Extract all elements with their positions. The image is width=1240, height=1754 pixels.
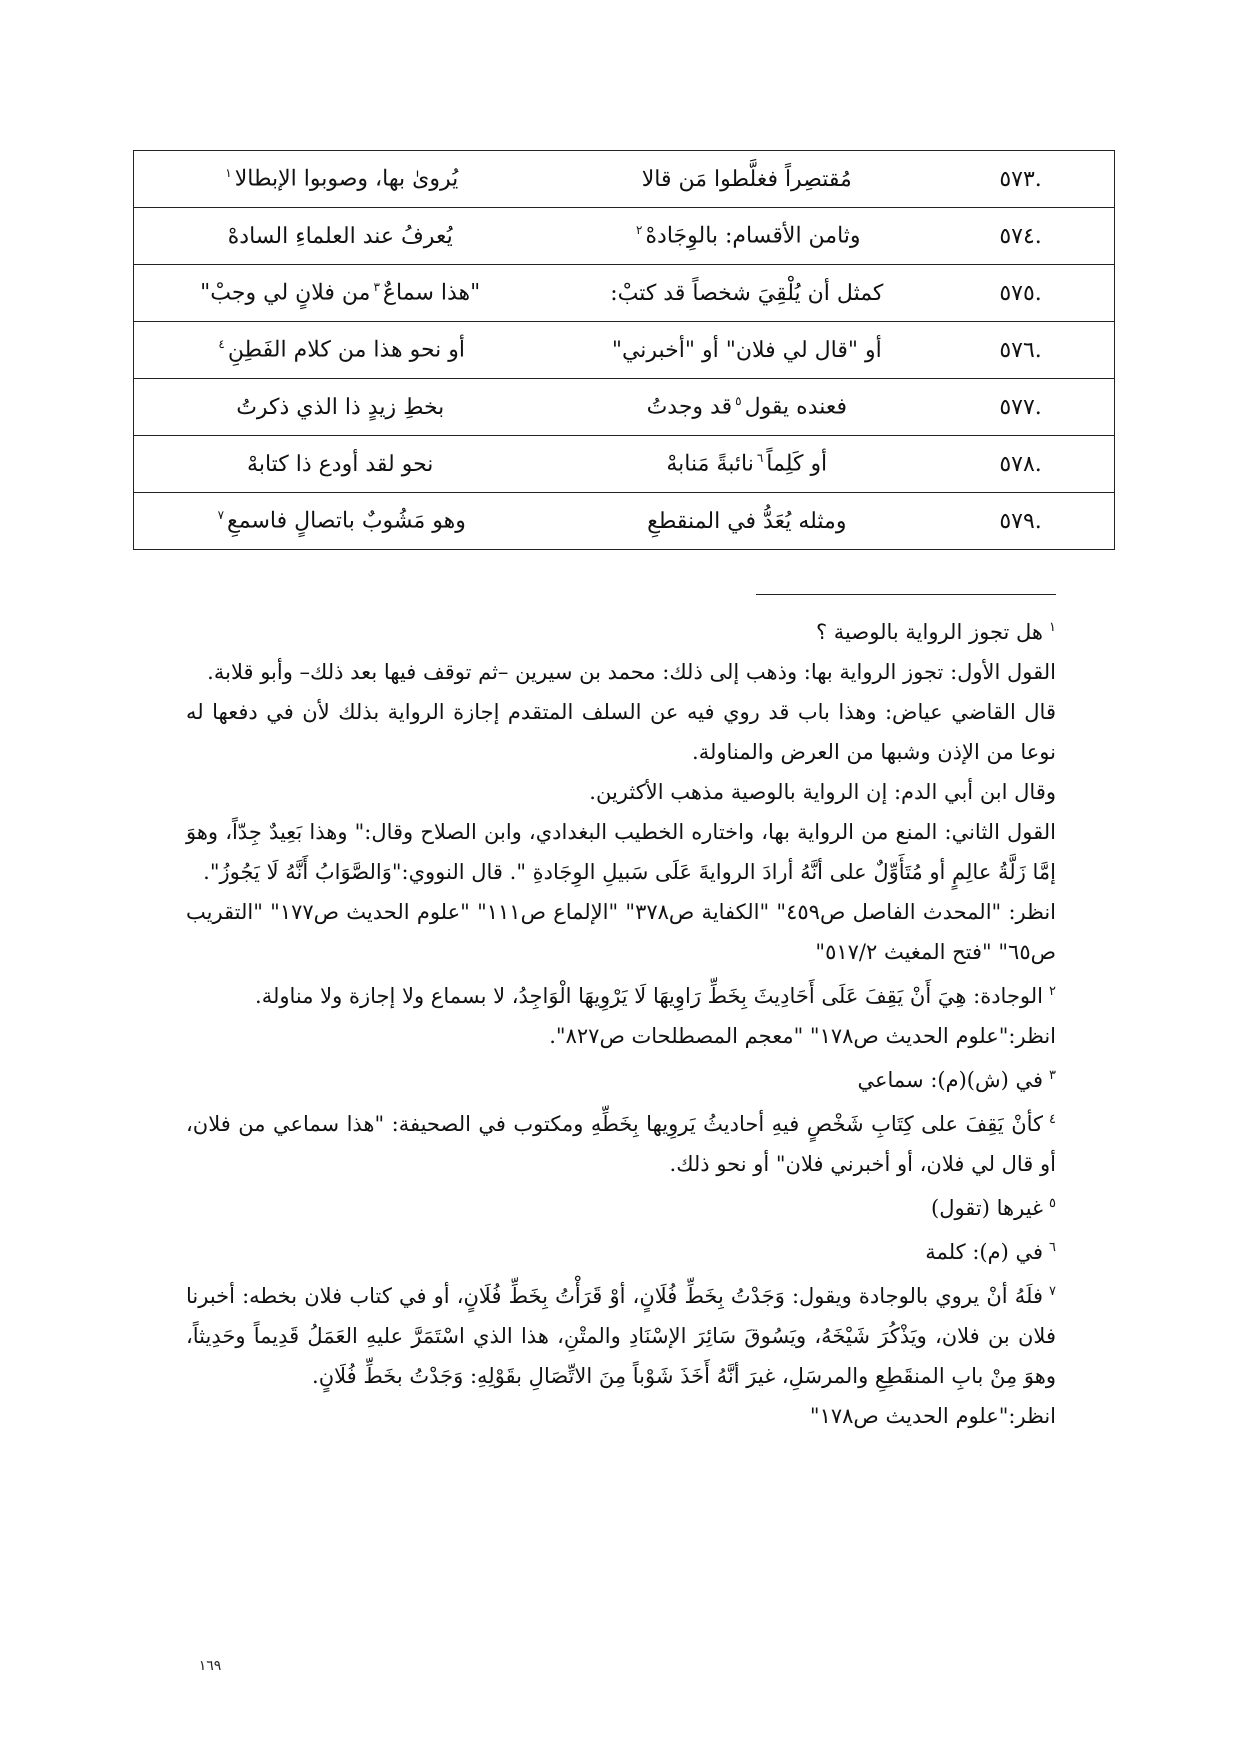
footnote-1-paragraph: وقال ابن أبي الدم: إن الرواية بالوصية مذهب الأكثرين.	[589, 780, 1056, 804]
footnote-3: $^٣$في (ش)(م): سماعي	[857, 1068, 1056, 1092]
verse-row	[134, 208, 1115, 265]
verse-number: .٥٧٣	[947, 151, 1114, 208]
footnote-ref[interactable]: ١	[225, 166, 232, 181]
verse-row	[134, 493, 1115, 550]
verse-first-hemistich: وثامن الأقسام: بالوِجَادهْ$^٢$	[546, 208, 947, 265]
verse-second-hemistich: بخطِ زيدٍ ذا الذي ذكرتُ	[134, 379, 547, 436]
footnote-7-references: انظر:"علوم الحديث ص١٧٨"	[809, 1404, 1056, 1428]
footnote-1-paragraph: قال القاضي عياض: وهذا باب قد روي فيه عن السلف المتقدم إجازة الرواية بذلك لأن في دفعها له نوعا من الإذن وشبها من العرض والمناولة.	[186, 700, 1056, 764]
verse-second-hemistich: يُروىٰ بها، وصوبوا الإبطالا$^١$	[134, 151, 547, 208]
footnote-mark: ٤	[1049, 1112, 1056, 1127]
footnote-5: $^٥$غيرها (تقول)	[931, 1196, 1056, 1220]
footnote-separator	[756, 594, 1056, 595]
footnote-1-question: $^١$هل تجوز الرواية بالوصية ؟	[815, 620, 1056, 644]
verse-number: .٥٧٧	[947, 379, 1114, 436]
footnote-1-paragraph: القول الثاني: المنع من الرواية بها، واختاره الخطيب البغدادي، وابن الصلاح وقال:" وهذا بَعِيدٌ جِدّاً، وهوَ إمَّا زَلَّةُ عالِمٍ أو مُتَأَوِّلٌ على أنَّهُ أرادَ الروايةَ عَلَى سَبيلِ الوِجَادةِ ". قال النووي:"وَالصَّوَابُ أَنَّهُ لَا يَجُوزُ".	[186, 820, 1056, 884]
footnote-mark: ٥	[1049, 1196, 1056, 1211]
footnote-ref[interactable]: ٥	[735, 394, 742, 409]
footnote-ref[interactable]: ٤	[218, 337, 225, 352]
verse-row	[134, 151, 1115, 208]
verse-second-hemistich: "هذا سماعٌ$^٣$من فلانٍ لي وجبْ"	[134, 265, 547, 322]
footnote-ref[interactable]: ٧	[217, 508, 225, 523]
footnote-2-references: انظر:"علوم الحديث ص١٧٨" "معجم المصطلحات ص٨٢٧".	[549, 1024, 1056, 1048]
footnote-ref[interactable]: ٣	[373, 280, 380, 295]
verse-row	[134, 265, 1115, 322]
verse-second-hemistich: نحو لقد أودع ذا كتابهْ	[134, 436, 547, 493]
footnote-mark: ٧	[1049, 1284, 1056, 1299]
footnote-mark: ٣	[1049, 1068, 1056, 1083]
verse-first-hemistich: فعنده يقول$^٥$قد وجدتُ	[546, 379, 947, 436]
verse-first-hemistich: مُقتصِراً فغلَّطوا مَن قالا	[546, 151, 947, 208]
footnote-mark: ٢	[1049, 984, 1056, 999]
verse-first-hemistich: كمثل أن يُلْقِيَ شخصاً قد كتبْ:	[546, 265, 947, 322]
footnote-2: $^٢$الوجادة: هِيَ أَنْ يَقِفَ عَلَى أَحَادِيثَ بِخَطِّ رَاوِيهَا لَا يَرْوِيهَا الْوَاجِدُ، لا بسماع ولا إجازة ولا مناولة.	[255, 984, 1056, 1008]
verse-second-hemistich: أو نحو هذا من كلام الفَطِنِ$^٤$	[134, 322, 547, 379]
verse-number: .٥٧٥	[947, 265, 1114, 322]
verse-row	[134, 322, 1115, 379]
verse-table	[133, 150, 1115, 550]
verse-second-hemistich: وهو مَشُوبٌ باتصالٍ فاسمعِ$^٧$	[134, 493, 547, 550]
verse-first-hemistich: ومثله يُعَدُّ في المنقطعِ	[546, 493, 947, 550]
verse-row	[134, 436, 1115, 493]
footnote-mark: ١	[1049, 620, 1056, 635]
verse-number: .٥٧٨	[947, 436, 1114, 493]
verse-second-hemistich: يُعرفُ عند العلماءِ السادهْ	[134, 208, 547, 265]
verse-number: .٥٧٦	[947, 322, 1114, 379]
footnote-4: $^٤$كأنْ يَقِفَ على كِتَابِ شَخْصٍ فيهِ أحاديثُ يَروِيها بِخَطِّهِ ومكتوب في الصحيفة: "هذا سماعي من فلان، أو قال لي فلان، أو أخبرني فلان" أو نحو ذلك.	[186, 1112, 1056, 1176]
footnote-1-references: انظر: "المحدث الفاصل ص٤٥٩" "الكفاية ص٣٧٨" "الإلماع ص١١١" "علوم الحديث ص١٧٧" "التقريب ص٦٥" "فتح المغيث ٥١٧/٢"	[186, 900, 1057, 964]
verse-row	[134, 379, 1115, 436]
footnotes	[186, 608, 1056, 1436]
footnote-ref[interactable]: ٦	[756, 451, 764, 466]
verse-number: .٥٧٩	[947, 493, 1114, 550]
footnote-mark: ٦	[1049, 1240, 1056, 1255]
footnote-ref[interactable]: ٢	[636, 223, 643, 238]
page-number: ١٦٩	[198, 1658, 222, 1674]
footnote-1-paragraph: القول الأول: تجوز الرواية بها: وذهب إلى ذلك: محمد بن سيرين –ثم توقف فيها بعد ذلك– وأبو قلابة.	[207, 660, 1056, 684]
verse-number: .٥٧٤	[947, 208, 1114, 265]
footnote-7: $^٧$فلَهُ أنْ يروي بالوجادة ويقول: وَجَدْتُ بِخَطِّ فُلَانٍ، أوْ قَرَأْتُ بِخَطِّ فُلَانٍ، أو في كتاب فلان بخطه: أخبرنا فلان بن فلان، ويَذْكُرَ شَيْخَهُ، ويَسُوقَ سَائِرَ الإسْنَادِ والمتْنِ، هذا الذي اسْتَمَرَّ عليهِ العَمَلُ قَدِيماً وحَدِيثاً، وهوَ مِنْ بابِ المنقَطِعِ والمرسَلِ، غيرَ أنَّهُ أَخَذَ شَوْباً مِنَ الاتِّصَالِ بقَوْلِهِ: وَجَدْتُ بخَطِّ فُلَانٍ.	[186, 1284, 1056, 1388]
verse-first-hemistich: أو كَلِماً$^٦$نائبةً مَنابهْ	[546, 436, 947, 493]
verse-first-hemistich: أو "قال لي فلان" أو "أخبرني"	[546, 322, 947, 379]
footnote-6: $^٦$في (م): كلمة	[925, 1240, 1056, 1264]
